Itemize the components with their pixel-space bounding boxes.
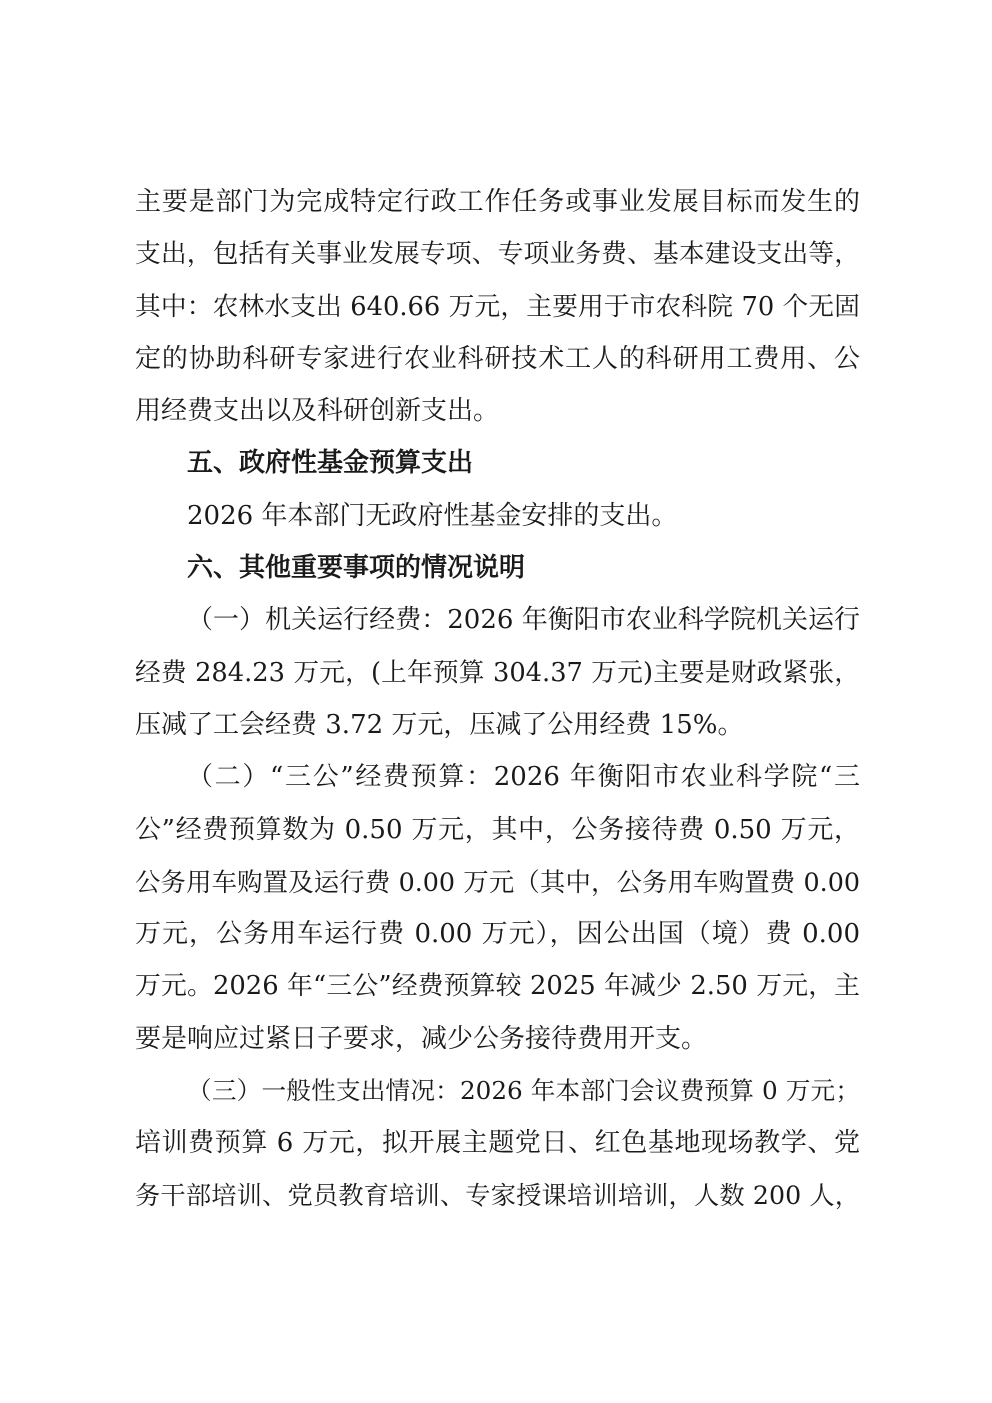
text-line: 其中：农林水支出 640.66 万元，主要用于市农科院 70 个无固 — [135, 291, 860, 322]
text-line: 经费 284.23 万元，(上年预算 304.37 万元)主要是财政紧张， — [135, 657, 860, 688]
text-line: 务干部培训、党员教育培训、专家授课培训培训，人数 200 人， — [135, 1180, 860, 1210]
section-heading-5: 五、政府性基金预算支出 — [187, 448, 474, 479]
text-line: （一）机关运行经费：2026 年衡阳市农业科学院机关运行 — [187, 605, 860, 636]
section-heading-6: 六、其他重要事项的情况说明 — [187, 553, 526, 584]
text-line: 培训费预算 6 万元，拟开展主题党日、红色基地现场教学、党 — [135, 1128, 860, 1159]
paragraph-three-public-expenses — [135, 751, 860, 1065]
text-line: 公”经费预算数为 0.50 万元，其中，公务接待费 0.50 万元， — [135, 814, 860, 845]
text-line: 公务用车购置及运行费 0.00 万元（其中，公务用车购置费 0.00 — [135, 866, 860, 897]
text-line: 2026 年本部门无政府性基金安排的支出。 — [187, 500, 678, 531]
text-line: 主要是部门为完成特定行政工作任务或事业发展目标而发生的 — [135, 187, 860, 217]
text-line: 要是响应过紧日子要求，减少公务接待费用开支。 — [135, 1023, 708, 1054]
text-line: 支出，包括有关事业发展专项、专项业务费、基本建设支出等， — [135, 239, 860, 270]
paragraph-government-fund — [135, 490, 860, 542]
text-line: 万元，公务用车运行费 0.00 万元），因公出国（境）费 0.00 — [135, 919, 860, 950]
document-body — [135, 176, 860, 1222]
text-line: 压减了工会经费 3.72 万元，压减了公用经费 15%。 — [135, 709, 744, 740]
text-line: （二）“三公”经费预算：2026 年衡阳市农业科学院“三 — [187, 762, 860, 793]
paragraph-project-expenditure — [135, 176, 860, 437]
text-line: （三）一般性支出情况：2026 年本部门会议费预算 0 万元； — [187, 1076, 860, 1106]
text-line: 定的协助科研专家进行农业科研技术工人的科研用工费用、公 — [135, 343, 860, 374]
text-line: 用经费支出以及科研创新支出。 — [135, 396, 500, 427]
text-line: 万元。2026 年“三公”经费预算较 2025 年减少 2.50 万元，主 — [135, 971, 860, 1002]
paragraph-operating-expenses — [135, 594, 860, 751]
paragraph-general-expenses — [135, 1065, 860, 1222]
